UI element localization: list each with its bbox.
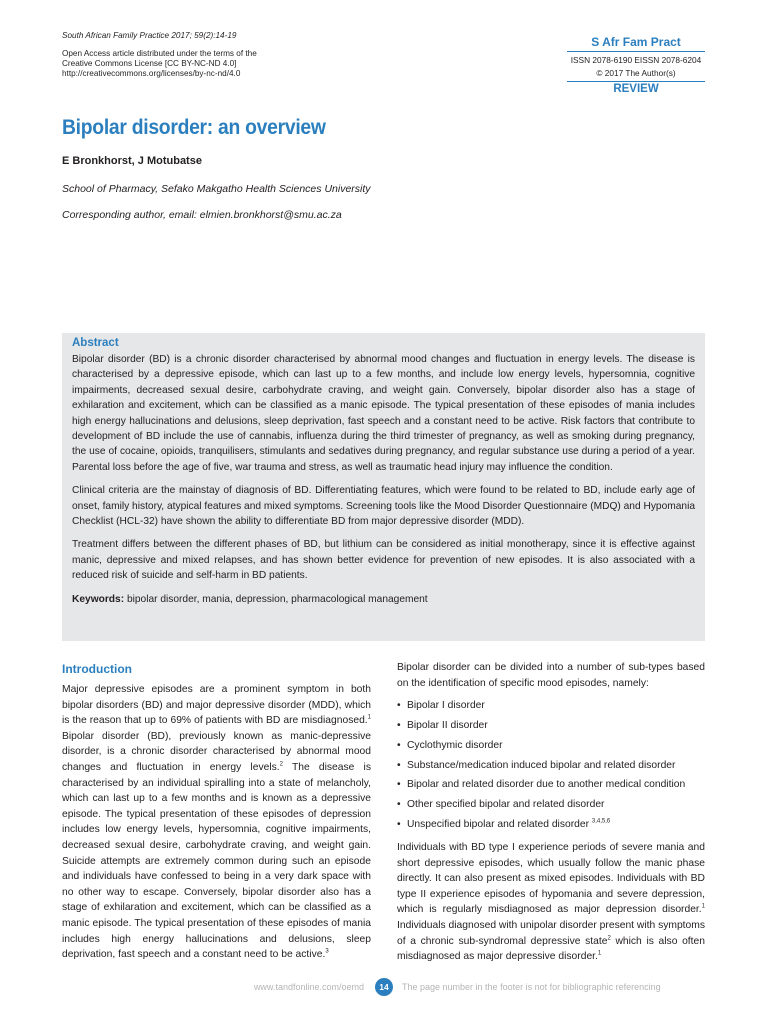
abstract-heading: Abstract [72, 337, 119, 349]
corresponding-author: Corresponding author, email: elmien.bronkhorst@smu.ac.za [62, 209, 342, 221]
abstract-paragraph: Treatment differs between the different phases of BD, but lithium can be considered as initial monotherapy, since it is effective against manic, depressive and mixed relapses, and has shown better evidence for prevention of new episodes. It is also associated with a reduced risk of suicide and self-harm in BD patients. [72, 539, 695, 582]
page-footer [0, 978, 768, 998]
list-item: • Other specified bipolar and related disorder [397, 798, 705, 812]
introduction-heading: Introduction [62, 662, 132, 676]
text-run: The disease is characterised by an individual spiralling into a state of melancholy, which can last up to a few months and is known as a depressive episode. The typical presentation of these episodes of depression includes low energy levels, hypersomnia, cognitive impairments, decreased sexual desire, carbohydrate craving, and weight gain. Suicide attempts are extremely common during such an episode and individuals have confessed to being in a very dark space with no other way to escape. Conversely, bipolar disorder also has a stage of exhilaration and excitement, which can be classified as a manic episode. The typical presentation of these episodes of mania includes high energy hallucinations and delusions, sleep deprivation, fast speech and a constant need to be active. [62, 761, 371, 961]
keywords-label: Keywords: [72, 593, 125, 605]
introduction-paragraph [62, 682, 371, 963]
abstract-paragraph: Bipolar disorder (BD) is a chronic disorder characterised by abnormal mood changes and fluctuation in energy levels. The disease is characterised by a depressive episode, which can last up to a few months, and include low energy levels, hypersomnia, cognitive impairments, decreased sexual desire, carbohydrate craving, and weight gain. Conversely, bipolar disorder also has a stage of exhilaration and excitement, which can be classified as a manic episode. The typical presentation of these episodes of mania includes high energy hallucinations and delusions, sleep deprivation, fast speech and a constant need to be active. Risk factors that contribute to development of BD include the use of cannabis, influenza during the third trimester of pregnancy, as well as smoking during pregnancy, the use of cocaine, opioids, tranquilisers, stimulants and sedatives during pregnancy, and regular substance use during a period of a year. Parental loss before the age of five, war trauma and stress, as well as traumatic head injury may influence the condition. [72, 354, 695, 473]
reference-marker: 1 [367, 714, 371, 721]
right-column [397, 660, 705, 965]
section-label: REVIEW [567, 81, 705, 95]
reference-marker: 2 [279, 761, 283, 768]
text-run: which is also often misdiagnosed as major depressive disorder. [397, 935, 705, 963]
reference-marker: 2 [607, 935, 611, 942]
footer-url[interactable]: www.tandfonline.com/oemd [253, 982, 364, 992]
affiliation: School of Pharmacy, Sefako Makgatho Health Sciences University [62, 183, 371, 195]
reference-marker: 3 [325, 948, 329, 955]
journal-citation: South African Family Practice 2017; 59(2):14-19 [62, 31, 237, 40]
article-title: Bipolar disorder: an overview [62, 116, 326, 139]
abstract-paragraph: Clinical criteria are the mainstay of diagnosis of BD. Differentiating features, which were found to be related to BD, include early age of onset, family history, atypical features and mixed symptoms. Screening tools like the Mood Disorder Questionnaire (MDQ) and Hypomania Checklist (HCL-32) have shown the ability to differentiate BD from major depressive disorder (MDD). [72, 485, 695, 528]
abstract-box [62, 333, 705, 641]
license-line: Open Access article distributed under the terms of the [62, 49, 257, 58]
keywords [72, 592, 695, 607]
reference-marker: 3,4,5,6 [591, 818, 611, 825]
license-notice [62, 49, 362, 79]
issn: ISSN 2078-6190 EISSN 2078-6204 [570, 55, 702, 65]
reference-marker: 1 [701, 903, 705, 910]
license-url: http://creativecommons.org/licenses/by-nc-nd/4.0 [62, 69, 241, 78]
page-number-badge: 14 [375, 978, 393, 996]
keywords-list: bipolar disorder, mania, depression, pharmacological management [126, 593, 428, 605]
bd-types-paragraph [397, 840, 705, 965]
list-item: • Substance/medication induced bipolar and related disorder [397, 759, 705, 773]
list-item: • Bipolar I disorder [397, 699, 705, 713]
footer-note: The page number in the footer is not for bibliographic referencing [402, 982, 661, 992]
text-run: Major depressive episodes are a prominent symptom in both bipolar disorders (BD) and major depressive disorder (MDD), which is the reason that up to 69% of patients with BD are misdiagnosed. [62, 684, 371, 727]
copyright: © 2017 The Author(s) [596, 68, 676, 78]
subtypes-list [397, 699, 705, 832]
text-run: Individuals diagnosed with unipolar disorder present with symptoms of a chronic sub-syndromal depressive state [397, 919, 705, 947]
text-run: Unspecified bipolar and related disorder [407, 818, 590, 830]
journal-abbreviation: S Afr Fam Pract [567, 35, 705, 52]
license-line: Creative Commons License [CC BY-NC-ND 4.0] [62, 59, 237, 68]
authors: E Bronkhorst, J Motubatse [62, 155, 202, 167]
list-item [397, 818, 705, 832]
text-run: Individuals with BD type I experience periods of severe mania and short depressive episodes, which usually follow the manic phase directly. It can also present as mixed episodes. Individuals with BD type II experience episodes of hypomania and severe depression, which is regularly misdiagnosed as major depression disorder. [397, 841, 705, 916]
journal-badge [567, 35, 705, 95]
reference-marker: 1 [597, 950, 602, 957]
list-item: • Bipolar II disorder [397, 719, 705, 733]
list-item: • Bipolar and related disorder due to another medical condition [397, 778, 705, 792]
left-column [62, 662, 371, 963]
text-run: Bipolar disorder (BD), previously known as manic-depressive disorder, is a chronic disorder characterised by abnormal mood changes and fluctuation in energy levels. [62, 730, 371, 773]
article-metadata [62, 31, 362, 79]
subtypes-intro: Bipolar disorder can be divided into a number of sub-types based on the identification of specific mood episodes, namely: [397, 662, 705, 689]
list-item: • Cyclothymic disorder [397, 739, 705, 753]
